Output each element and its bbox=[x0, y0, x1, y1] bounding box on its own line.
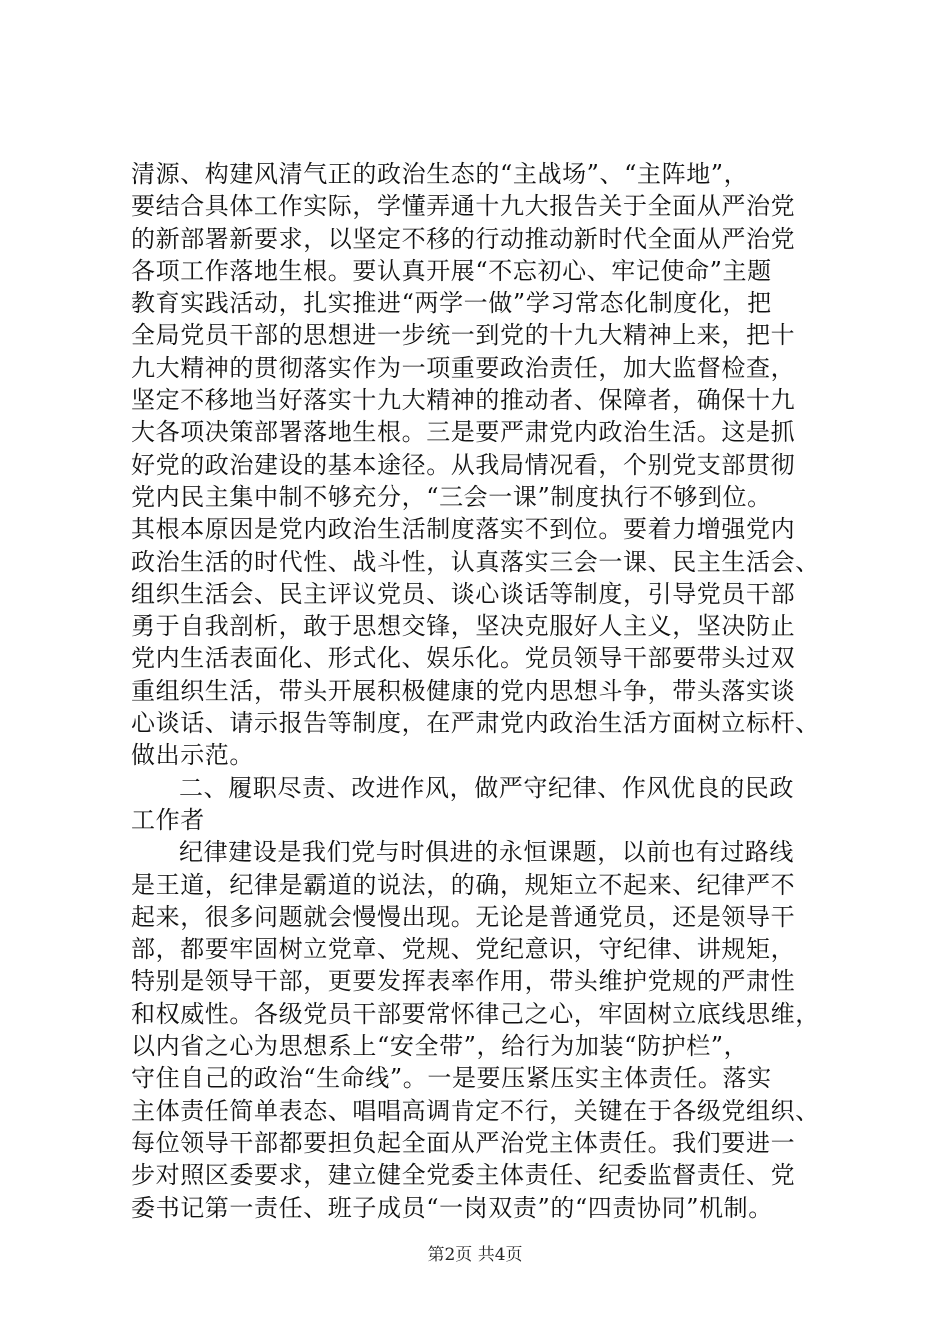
text-line: 大各项决策部署落地生根。三是要严肃党内政治生活。这是抓 bbox=[131, 418, 796, 447]
text-line: 委书记第一责任、班子成员“一岗双责”的“四责协同”机制。 bbox=[131, 1193, 773, 1222]
text-line: 政治生活的时代性、战斗性，认真落实三会一课、民主生活会、 bbox=[131, 547, 820, 576]
text-line: 党内民主集中制不够充分，“三会一课”制度执行不够到位。 bbox=[131, 482, 772, 511]
text-line: 勇于自我剖析，敢于思想交锋，坚决克服好人主义，坚决防止 bbox=[131, 612, 796, 641]
text-line: 要结合具体工作实际，学懂弄通十九大报告关于全面从严治党 bbox=[131, 192, 796, 221]
paragraph-start: 纪律建设是我们党与时俱进的永恒课题，以前也有过路线 bbox=[179, 838, 794, 867]
text-line: 和权威性。各级党员干部要常怀律己之心，牢固树立底线思维， bbox=[131, 999, 820, 1028]
text-line: 是王道，纪律是霸道的说法，的确，规矩立不起来、纪律严不 bbox=[131, 870, 796, 899]
text-line: 主体责任简单表态、唱唱高调肯定不行，关键在于各级党组织、 bbox=[131, 1096, 820, 1125]
text-line: 清源、构建风清气正的政治生态的“主战场”、“主阵地”， bbox=[131, 160, 749, 188]
text-line: 坚定不移地当好落实十九大精神的推动者、保障者，确保十九 bbox=[131, 386, 796, 415]
page-number: 第2页 共4页 bbox=[427, 1245, 523, 1265]
section-heading: 二、履职尽责、改进作风，做严守纪律、作风优良的民政 bbox=[179, 773, 794, 802]
text-line: 重组织生活，带头开展积极健康的党内思想斗争，带头落实谈 bbox=[131, 676, 796, 705]
text-line: 步对照区委要求，建立健全党委主体责任、纪委监督责任、党 bbox=[131, 1161, 796, 1190]
text-line: 起来，很多问题就会慢慢出现。无论是普通党员，还是领导干 bbox=[131, 902, 796, 931]
text-line: 心谈话、请示报告等制度，在严肃党内政治生活方面树立标杆、 bbox=[131, 709, 820, 738]
text-line: 各项工作落地生根。要认真开展“不忘初心、牢记使命”主题 bbox=[131, 256, 772, 285]
text-line: 每位领导干部都要担负起全面从严治党主体责任。我们要进一 bbox=[131, 1128, 796, 1157]
text-line: 好党的政治建设的基本途径。从我局情况看，个别党支部贯彻 bbox=[131, 450, 796, 479]
text-line: 全局党员干部的思想进一步统一到党的十九大精神上来，把十 bbox=[131, 321, 796, 350]
text-line: 部，都要牢固树立党章、党规、党纪意识，守纪律、讲规矩， bbox=[131, 935, 796, 964]
text-line: 做出示范。 bbox=[131, 741, 254, 770]
text-line: 守住自己的政治“生命线”。一是要压紧压实主体责任。落实 bbox=[131, 1064, 772, 1093]
document-body bbox=[131, 158, 831, 1224]
text-line: 以内省之心为思想系上“安全带”，给行为加装“防护栏”， bbox=[131, 1032, 749, 1061]
text-line: 党内生活表面化、形式化、娱乐化。党员领导干部要带头过双 bbox=[131, 644, 796, 673]
text-line: 九大精神的贯彻落实作为一项重要政治责任，加大监督检查， bbox=[131, 353, 796, 382]
text-line: 组织生活会、民主评议党员、谈心谈话等制度，引导党员干部 bbox=[131, 579, 796, 608]
text-line: 其根本原因是党内政治生活制度落实不到位。要着力增强党内 bbox=[131, 515, 796, 544]
text-line: 的新部署新要求，以坚定不移的行动推动新时代全面从严治党 bbox=[131, 224, 796, 253]
section-heading-continued: 工作者 bbox=[131, 805, 205, 834]
text-line: 教育实践活动，扎实推进“两学一做”学习常态化制度化，把 bbox=[131, 289, 772, 318]
text-line: 特别是领导干部，更要发挥表率作用，带头维护党规的严肃性 bbox=[131, 967, 796, 996]
